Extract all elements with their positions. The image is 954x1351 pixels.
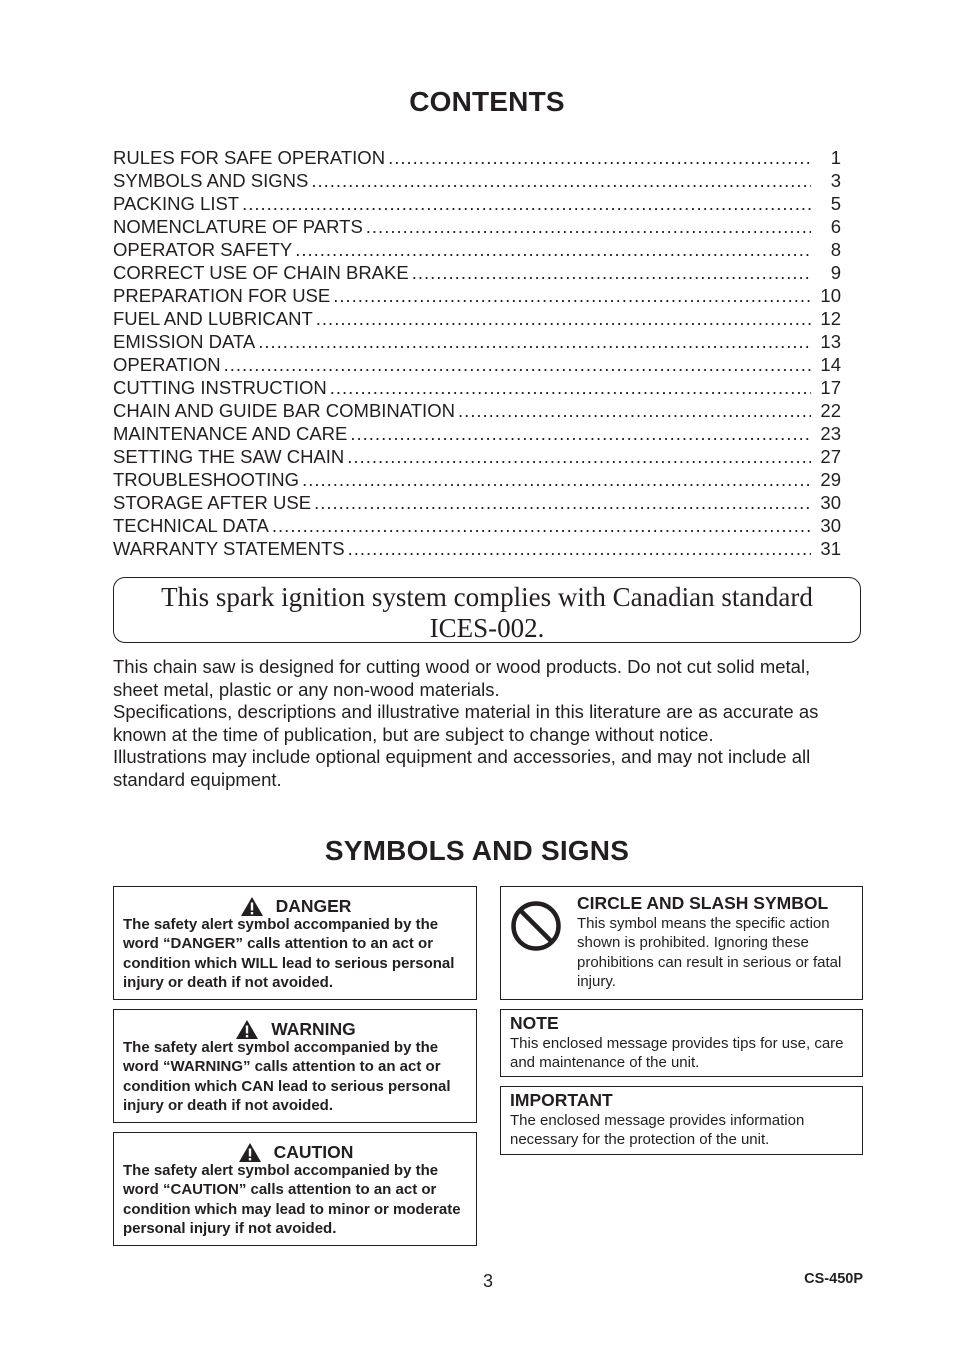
important-text: The enclosed message provides information necessary for the protection of the unit. [510, 1112, 805, 1149]
caution-box [113, 1132, 477, 1246]
toc-leader-dots [388, 146, 811, 169]
toc-page-number: 30 [820, 515, 841, 536]
toc-page-number: 8 [830, 239, 841, 260]
toc-row [113, 445, 841, 468]
ices-notice-line-2: ICES-002. [429, 613, 545, 643]
toc-row [113, 307, 841, 330]
toc-page-number: 1 [830, 147, 841, 168]
warning-box [113, 1009, 477, 1123]
toc-page-number: 5 [830, 193, 841, 214]
toc-leader-dots [242, 192, 811, 215]
toc-row [113, 261, 841, 284]
toc-label: NOMENCLATURE OF PARTS [113, 216, 363, 237]
circle-slash-text: This symbol means the specific action shown is prohibited. Ignoring these prohibitions can result in serious or fatal injury. [577, 915, 842, 991]
warning-text: The safety alert symbol accompanied by the word “WARNING” calls attention to an act or condition which CAN lead to serious personal injury or death if not avoided. [123, 1039, 451, 1114]
toc-label: OPERATION [113, 354, 221, 375]
toc-page-number: 12 [820, 308, 841, 329]
warning-heading-row [123, 1018, 468, 1040]
toc-label: SETTING THE SAW CHAIN [113, 446, 345, 467]
warning-heading: WARNING [271, 1018, 356, 1039]
note-heading: NOTE [510, 1013, 559, 1033]
toc-leader-dots [347, 445, 811, 468]
danger-box [113, 886, 477, 1000]
intro-paragraph: This chain saw is designed for cutting wood or wood products. Do not cut solid metal, sheet metal, plastic or any non-wood materials. [113, 656, 811, 700]
circle-slash-box [500, 886, 863, 1000]
toc-label: STORAGE AFTER USE [113, 492, 312, 513]
toc-leader-dots [412, 261, 811, 284]
toc-leader-dots [348, 537, 811, 560]
circle-slash-content [577, 892, 859, 992]
toc-row [113, 284, 841, 307]
toc-page-number: 17 [820, 377, 841, 398]
toc-leader-dots [350, 422, 811, 445]
toc-leader-dots [272, 514, 811, 537]
toc-row [113, 399, 841, 422]
toc-row [113, 491, 841, 514]
toc-label: FUEL AND LUBRICANT [113, 308, 313, 329]
toc-page-number: 23 [820, 423, 841, 444]
intro-text [113, 656, 858, 792]
toc-row [113, 514, 841, 537]
toc-label: CHAIN AND GUIDE BAR COMBINATION [113, 400, 455, 421]
circle-slash-heading: CIRCLE AND SLASH SYMBOL [577, 893, 829, 913]
danger-heading-row [123, 895, 468, 917]
toc-row [113, 330, 841, 353]
caution-text: The safety alert symbol accompanied by the word “CAUTION” calls attention to an act or condition which may lead to minor or moderate personal injury if not avoided. [123, 1162, 461, 1237]
caution-heading: CAUTION [273, 1141, 354, 1162]
toc-leader-dots [224, 353, 811, 376]
toc-leader-dots [316, 307, 811, 330]
caution-heading-row [123, 1141, 468, 1163]
toc-page-number: 22 [820, 400, 841, 421]
danger-text: The safety alert symbol accompanied by the word “DANGER” calls attention to an act or condition which WILL lead to serious personal injury or death if not avoided. [123, 916, 455, 991]
ices-notice-line-1: This spark ignition system complies with Canadian standard [161, 582, 813, 612]
toc-label: RULES FOR SAFE OPERATION [113, 147, 386, 168]
toc-label: MAINTENANCE AND CARE [113, 423, 348, 444]
toc-page-number: 27 [820, 446, 841, 467]
toc-row [113, 422, 841, 445]
toc-leader-dots [302, 468, 811, 491]
toc-leader-dots [258, 330, 811, 353]
note-box [500, 1009, 863, 1077]
toc-row [113, 169, 841, 192]
important-heading: IMPORTANT [510, 1090, 613, 1110]
toc-row [113, 468, 841, 491]
toc-label: PREPARATION FOR USE [113, 285, 331, 306]
toc-row [113, 353, 841, 376]
table-of-contents [113, 146, 841, 560]
toc-leader-dots [314, 491, 811, 514]
toc-row [113, 537, 841, 560]
alert-triangle-icon [238, 1142, 262, 1163]
ices-notice-box [113, 577, 861, 643]
toc-row [113, 146, 841, 169]
toc-label: CUTTING INSTRUCTION [113, 377, 327, 398]
toc-page-number: 14 [820, 354, 841, 375]
contents-title: CONTENTS [409, 86, 565, 117]
toc-leader-dots [330, 376, 811, 399]
page-number: 3 [482, 1271, 493, 1291]
important-box [500, 1086, 863, 1155]
model-number: CS-450P [804, 1271, 863, 1287]
toc-row [113, 192, 841, 215]
alert-triangle-icon [235, 1019, 259, 1040]
intro-paragraph: Illustrations may include optional equipment and accessories, and may not include all standard equipment. [113, 746, 811, 790]
note-text: This enclosed message provides tips for use, care and maintenance of the unit. [510, 1035, 844, 1072]
danger-heading: DANGER [275, 895, 352, 916]
toc-label: SYMBOLS AND SIGNS [113, 170, 309, 191]
toc-label: PACKING LIST [113, 193, 240, 214]
toc-page-number: 29 [820, 469, 841, 490]
toc-page-number: 9 [830, 262, 841, 283]
toc-label: WARRANTY STATEMENTS [113, 538, 345, 559]
toc-label: TROUBLESHOOTING [113, 469, 300, 490]
toc-row [113, 215, 841, 238]
symbols-title: SYMBOLS AND SIGNS [324, 835, 630, 866]
toc-page-number: 30 [820, 492, 841, 513]
toc-leader-dots [458, 399, 811, 422]
toc-page-number: 10 [820, 285, 841, 306]
toc-row [113, 238, 841, 261]
alert-triangle-icon [240, 896, 264, 917]
toc-page-number: 13 [820, 331, 841, 352]
toc-leader-dots [333, 284, 811, 307]
circle-slash-icon [510, 900, 562, 952]
toc-leader-dots [311, 169, 811, 192]
toc-page-number: 6 [830, 216, 841, 237]
toc-label: EMISSION DATA [113, 331, 256, 352]
intro-paragraph: Specifications, descriptions and illustrative material in this literature are as accurate as known at the time of publication, but are subject to change without notice. [113, 701, 819, 745]
toc-label: TECHNICAL DATA [113, 515, 269, 536]
toc-page-number: 3 [830, 170, 841, 191]
toc-row [113, 376, 841, 399]
toc-label: OPERATOR SAFETY [113, 239, 293, 260]
toc-page-number: 31 [820, 538, 841, 559]
toc-leader-dots [366, 215, 811, 238]
toc-label: CORRECT USE OF CHAIN BRAKE [113, 262, 409, 283]
toc-leader-dots [295, 238, 811, 261]
